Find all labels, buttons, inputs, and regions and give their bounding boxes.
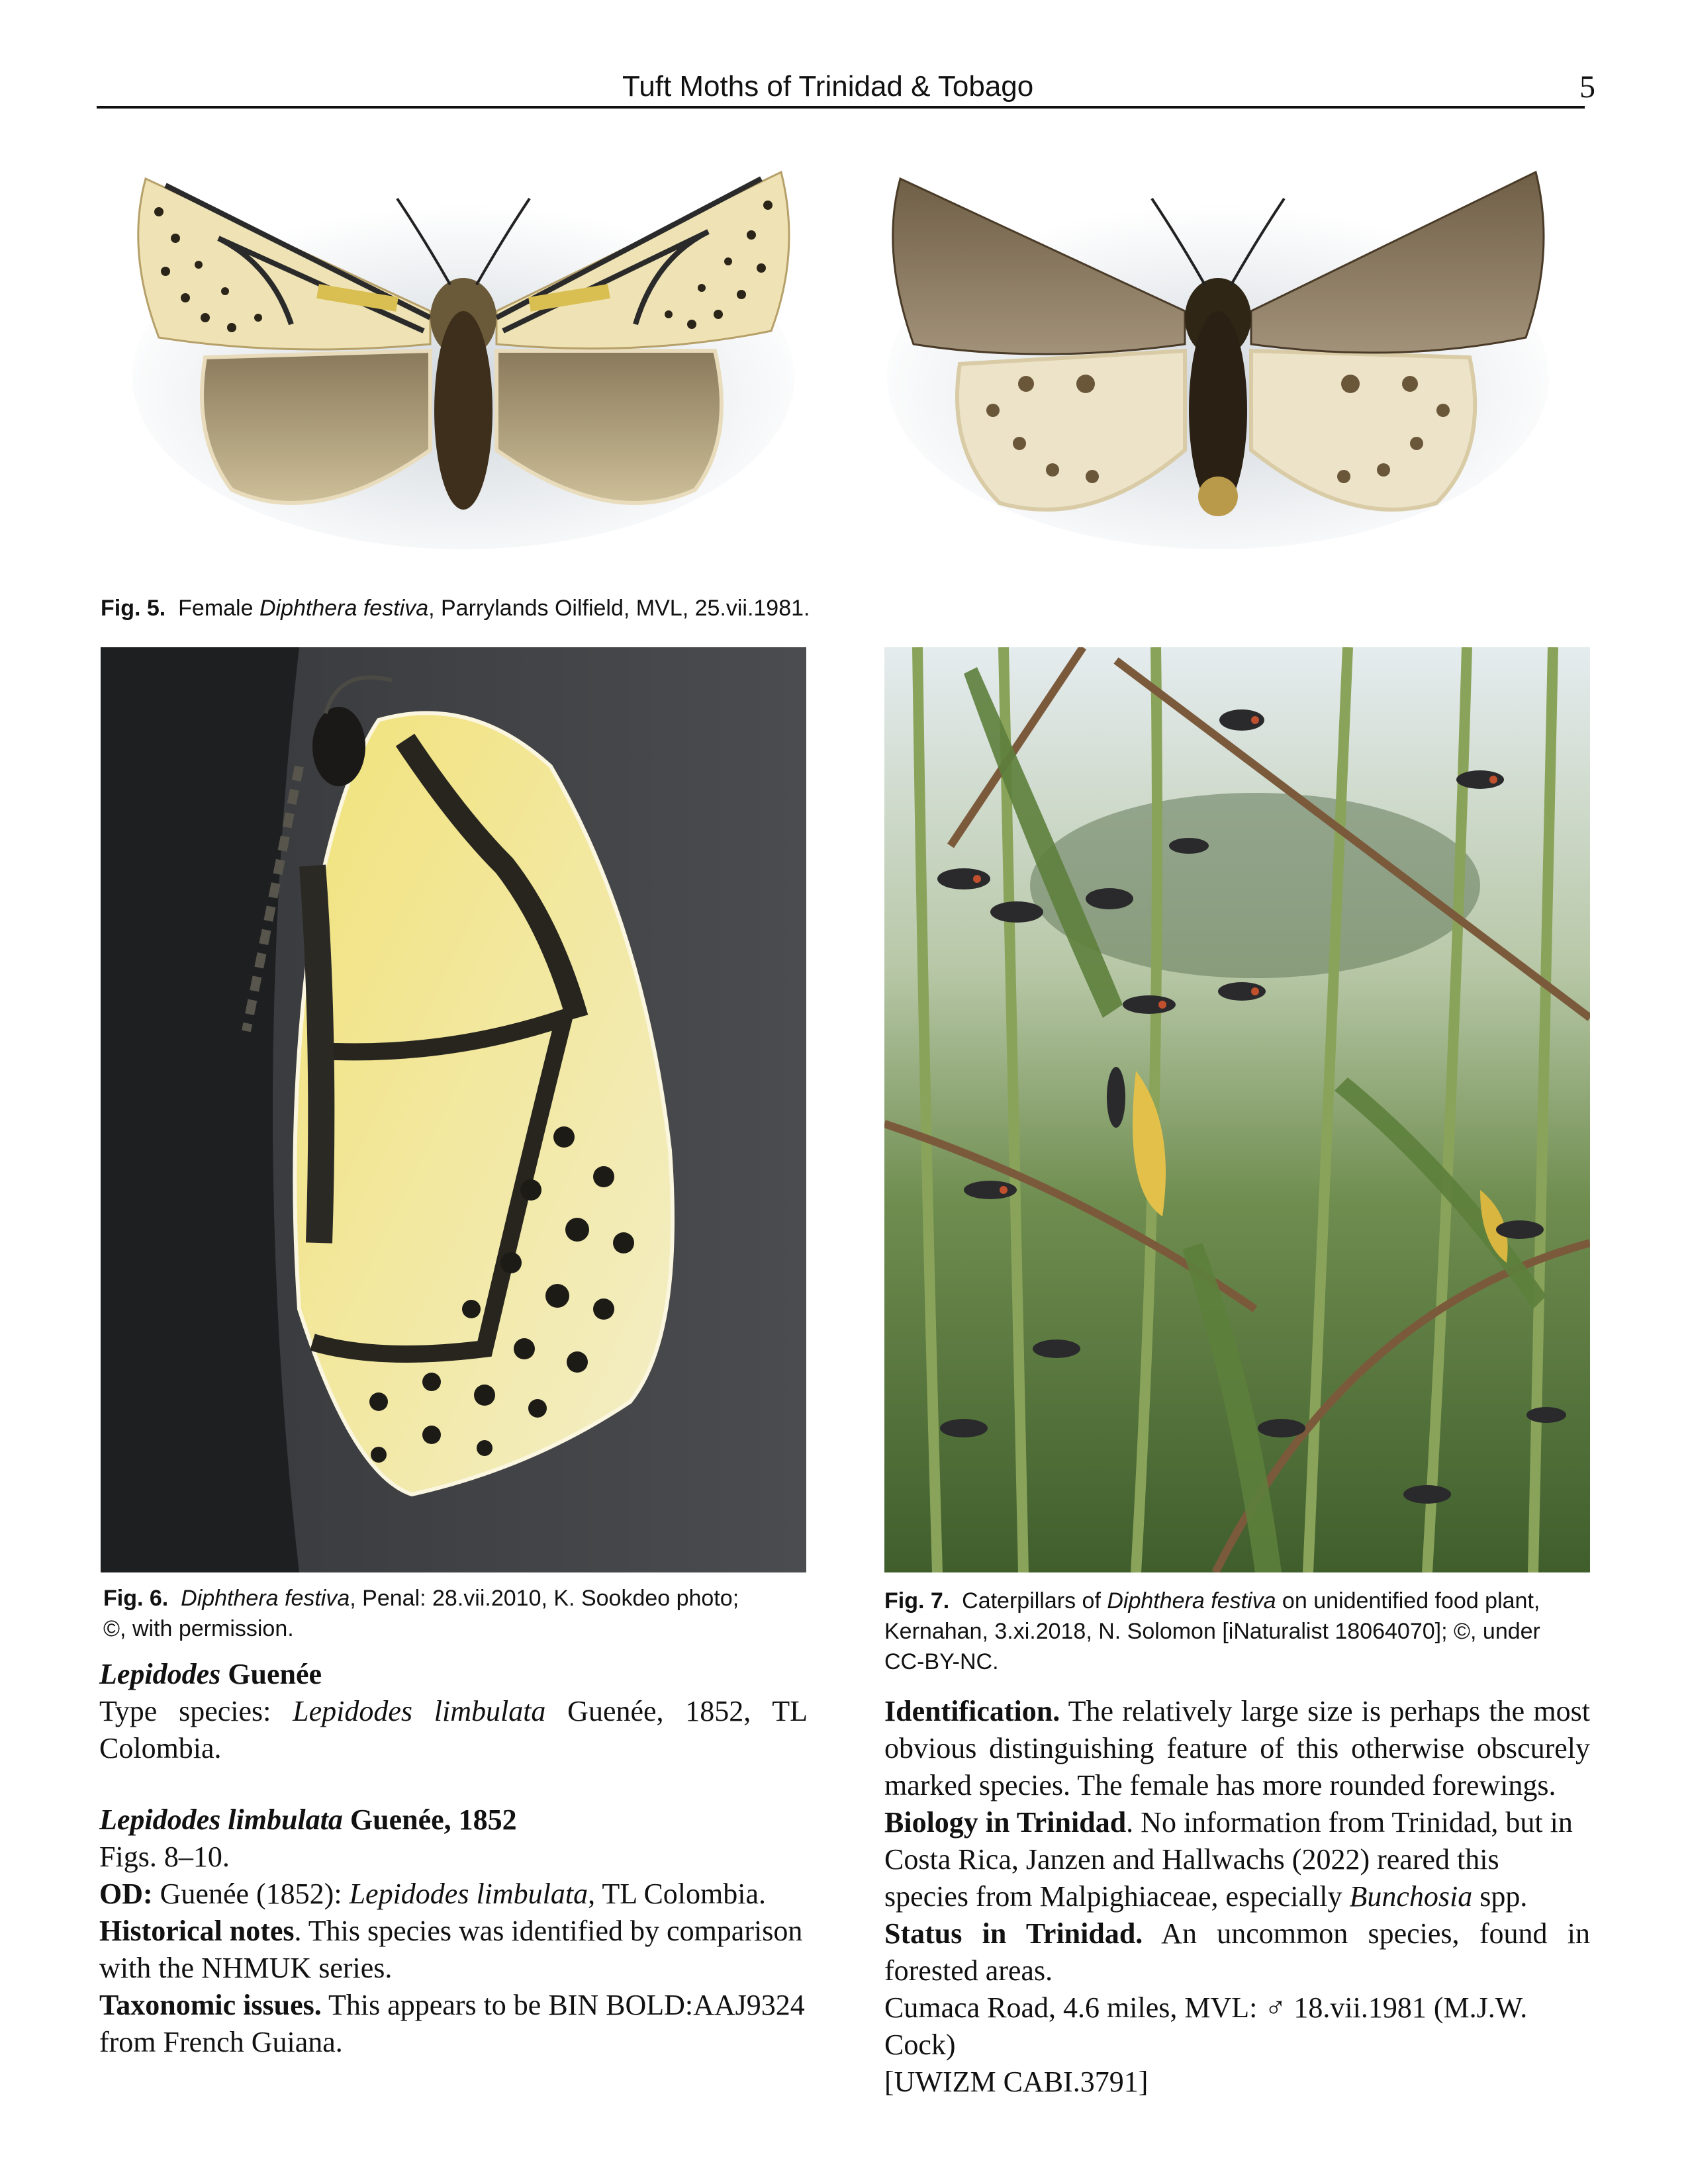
species-author: Guenée, 1852 <box>342 1803 517 1836</box>
fig7-photo <box>884 647 1590 1572</box>
record-line-b: [UWIZM CABI.3791] <box>884 2066 1149 2098</box>
figs-reference: Figs. 8–10. <box>99 1841 230 1873</box>
fig7-species: Diphthera festiva <box>1107 1588 1276 1614</box>
genus-name: Lepidodes <box>99 1658 221 1690</box>
status-text: An uncommon species, found in forested areas. <box>884 1917 1590 1987</box>
status-paragraph <box>884 1915 1590 1989</box>
od-suffix: , TL Colombia. <box>588 1878 767 1910</box>
taxonomic-issues-text: This appears to be BIN BOLD:AAJ9324 from French Guiana. <box>99 1989 805 2058</box>
identification-paragraph <box>884 1693 1590 1804</box>
species-name: Lepidodes limbulata <box>99 1803 343 1836</box>
fig5-text-a: Female <box>178 596 259 621</box>
running-header-title: Tuft Moths of Trinidad & Tobago <box>622 70 1034 103</box>
left-column-text <box>99 1656 808 2061</box>
fig6-text-b: ©, with permission. <box>103 1616 294 1641</box>
fig7-text-c: Kernahan, 3.xi.2018, N. Solomon [iNaturalist 18064070]; ©, under <box>884 1619 1540 1644</box>
biology-genus: Bunchosia <box>1349 1880 1473 1913</box>
od-prefix: Guenée (1852): <box>152 1878 350 1910</box>
fig6-text-a: , Penal: 28.vii.2010, K. Sookdeo photo; <box>350 1586 739 1611</box>
fig6-species: Diphthera festiva <box>181 1586 350 1611</box>
page-number: 5 <box>1579 69 1595 105</box>
fig6-photo <box>101 647 806 1572</box>
historical-notes-label: Historical notes <box>99 1915 295 1947</box>
historical-notes-paragraph <box>99 1913 808 1987</box>
genus-heading <box>99 1656 808 1693</box>
fig7-caption <box>884 1586 1590 1677</box>
species-heading <box>99 1801 808 1839</box>
fig5-species: Diphthera festiva <box>259 596 429 621</box>
record-line-a: Cumaca Road, 4.6 miles, MVL: ♂ 18.vii.1981 (M.J.W. Cock) <box>884 1991 1528 2061</box>
type-species-suffix: Guenée, 1852, TL Colombia. <box>99 1695 808 1764</box>
identification-text: The relatively large size is perhaps the most obvious distinguishing feature of this otherwise obscurely marked species. The female has more rounded forewings. <box>884 1695 1590 1801</box>
status-label: Status in Trinidad. <box>884 1917 1143 1950</box>
type-species-name: Lepidodes limbulata <box>293 1695 546 1727</box>
fig5-label: Fig. 5. <box>101 596 166 621</box>
fig5-moth-upperside-image <box>119 159 808 556</box>
right-column-text <box>884 1693 1590 2101</box>
type-species-prefix: Type species: <box>99 1695 293 1727</box>
fig5-caption <box>101 593 1557 623</box>
taxonomic-issues-label: Taxonomic issues. <box>99 1989 322 2021</box>
genus-author: Guenée <box>220 1658 322 1690</box>
biology-paragraph <box>884 1804 1590 1915</box>
biology-text-b: spp. <box>1472 1880 1528 1913</box>
biology-text-a: . No information from Trinidad, but in Costa Rica, Janzen and Hallwachs (2022) reared this species from Malpighiaceae, especially <box>884 1806 1573 1913</box>
fig6-label: Fig. 6. <box>103 1586 169 1611</box>
fig7-text-d: CC-BY-NC. <box>884 1649 999 1674</box>
od-species: Lepidodes limbulata <box>349 1878 588 1910</box>
fig5-moth-underside-image <box>874 159 1562 556</box>
od-label: OD: <box>99 1878 153 1910</box>
header-rule <box>97 106 1585 109</box>
fig7-text-b: on unidentified food plant, <box>1276 1588 1540 1614</box>
fig7-label: Fig. 7. <box>884 1588 950 1614</box>
od-paragraph <box>99 1876 808 1913</box>
fig7-text-a: Caterpillars of <box>962 1588 1107 1614</box>
type-species-paragraph <box>99 1693 808 1767</box>
biology-label: Biology in Trinidad <box>884 1806 1127 1839</box>
historical-notes-text: . This species was identified by comparison with the NHMUK series. <box>99 1915 803 1984</box>
fig6-caption <box>103 1583 806 1644</box>
fig5-text-b: , Parrylands Oilfield, MVL, 25.vii.1981. <box>428 596 810 621</box>
identification-label: Identification. <box>884 1695 1060 1727</box>
taxonomic-issues-paragraph <box>99 1987 808 2061</box>
